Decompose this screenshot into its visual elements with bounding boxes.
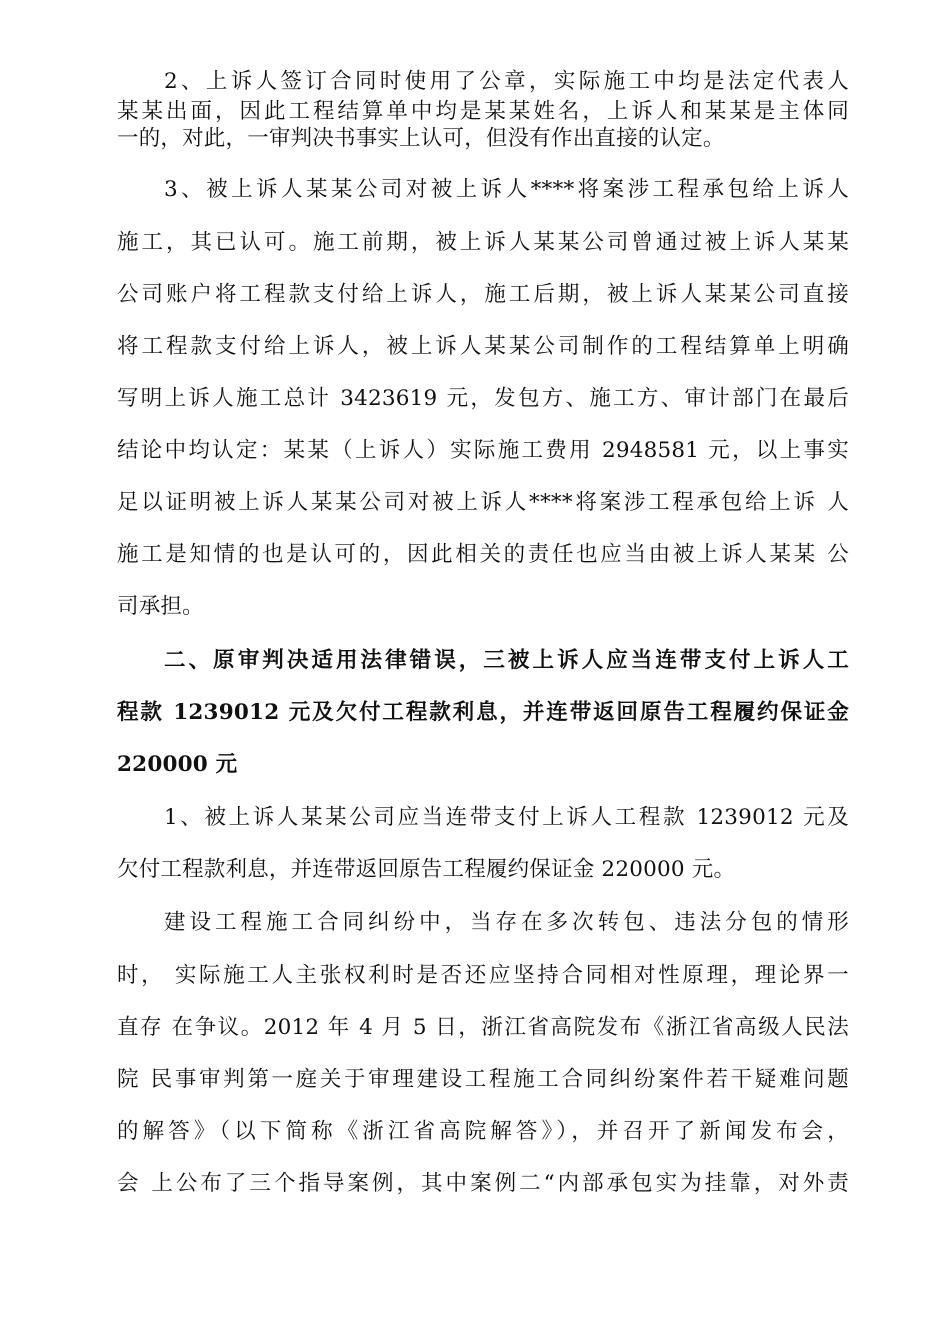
paragraph-line: 院 民事审判第一庭关于审理建设工程施工合同纠纷案件若干疑难问题 — [117, 1067, 849, 1092]
section-heading-line: 二、原审判决适用法律错误，三被上诉人应当连带支付上诉人工 — [164, 648, 849, 673]
paragraph-line: 写明上诉人施工总计 3423619 元，发包方、施工方、审计部门在最后 — [117, 386, 849, 411]
paragraph-line: 一的，对此，一审判决书事实上认可，但没有作出直接的认定。 — [117, 126, 725, 151]
paragraph-line: 施工，其已认可。施工前期，被上诉人某某公司曾通过被上诉人某某 — [117, 230, 849, 255]
paragraph-line: 建设工程施工合同纠纷中，当存在多次转包、违法分包的情形 — [164, 910, 849, 935]
paragraph-line: 欠付工程款利息，并连带返回原告工程履约保证金 220000 元。 — [117, 857, 736, 882]
section-heading-line: 程款 1239012 元及欠付工程款利息，并连带返回原告工程履约保证金 — [117, 700, 849, 725]
paragraph-line: 足以证明被上诉人某某公司对被上诉人****将案涉工程承包给上诉 人 — [117, 490, 849, 515]
paragraph-line: 施工是知情的也是认可的，因此相关的责任也应当由被上诉人某某 公 — [117, 542, 849, 567]
paragraph-line: 某某出面，因此工程结算单中均是某某姓名，上诉人和某某是主体同 — [117, 99, 849, 124]
paragraph-line: 结论中均认定：某某（上诉人）实际施工费用 2948581 元，以上事实 — [117, 438, 849, 463]
paragraph-line: 将工程款支付给上诉人，被上诉人某某公司制作的工程结算单上明确 — [117, 334, 849, 359]
paragraph-line: 2、上诉人签订合同时使用了公章，实际施工中均是法定代表人 — [164, 69, 849, 94]
paragraph-line: 3、被上诉人某某公司对被上诉人****将案涉工程承包给上诉人 — [164, 177, 849, 202]
paragraph-line: 时， 实际施工人主张权利时是否还应坚持合同相对性原理，理论界一 — [117, 963, 849, 988]
section-heading-line: 220000 元 — [117, 752, 238, 777]
paragraph-line: 司承担。 — [117, 594, 204, 619]
paragraph-line: 直存 在争议。2012 年 4 月 5 日，浙江省高院发布《浙江省高级人民法 — [117, 1015, 849, 1040]
paragraph-line: 的解答》（以下简称《浙江省高院解答》），并召开了新闻发布会， — [117, 1119, 849, 1144]
paragraph-line: 1、被上诉人某某公司应当连带支付上诉人工程款 1239012 元及 — [164, 805, 849, 830]
paragraph-line: 公司账户将工程款支付给上诉人，施工后期，被上诉人某某公司直接 — [117, 282, 849, 307]
paragraph-line: 会 上公布了三个指导案例，其中案例二“内部承包实为挂靠，对外责 — [117, 1171, 849, 1196]
